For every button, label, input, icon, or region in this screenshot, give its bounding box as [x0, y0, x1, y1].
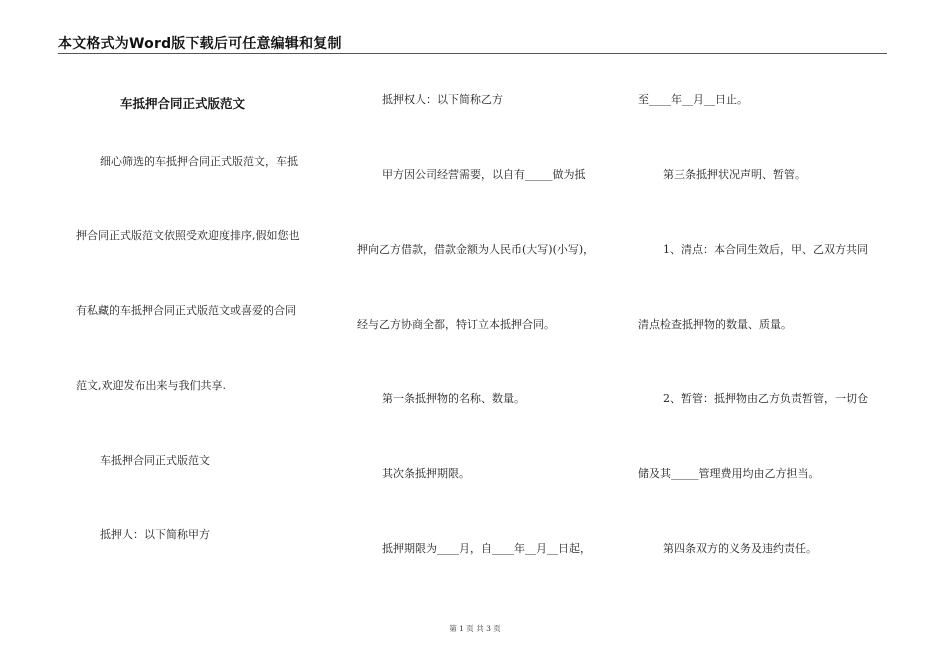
column-3-line: 第三条抵押状况声明、暂管。: [663, 168, 806, 181]
header-divider: [58, 53, 887, 54]
column-1-line: 抵押人：以下简称甲方: [100, 528, 210, 541]
column-2-line: 经与乙方协商全都，特订立本抵押合同。: [357, 318, 555, 331]
document-title: 车抵押合同正式版范文: [120, 96, 246, 111]
column-3-line: 2、暂管：抵押物由乙方负责暂管，一切仓: [663, 392, 868, 405]
column-1-line: 细心筛选的车抵押合同正式版范文，车抵: [100, 155, 298, 168]
column-3-line: 清点检查抵押物的数量、质量。: [638, 318, 792, 331]
column-1-line: 范文,欢迎发布出来与我们共享.: [76, 379, 226, 392]
column-2-line: 抵押权人：以下简称乙方: [382, 93, 503, 106]
column-3-line: 储及其_____管理费用均由乙方担当。: [638, 467, 820, 480]
column-3-line: 至____年__月__日止。: [638, 93, 748, 106]
page-number: 第 1 页 共 3 页: [449, 624, 501, 633]
column-2-line: 抵押期限为____月，自____年__月__日起，: [382, 542, 591, 555]
column-2-line: 第一条抵押物的名称、数量。: [382, 392, 525, 405]
column-3-line: 第四条双方的义务及违约责任。: [663, 542, 817, 555]
column-1-line: 有私藏的车抵押合同正式版范文或喜爱的合同: [76, 304, 296, 317]
column-2-line: 其次条抵押期限。: [382, 467, 470, 480]
column-1-line: 车抵押合同正式版范文: [100, 454, 210, 467]
column-1-line: 押合同正式版范文依照受欢迎度排序,假如您也: [76, 229, 300, 242]
column-2-line: 甲方因公司经营需要，以自有_____做为抵: [382, 168, 586, 181]
header-title: 本文格式为Word版下载后可任意编辑和复制: [58, 36, 342, 52]
column-2-line: 押向乙方借款，借款金额为人民币(大写)(小写)，: [357, 243, 595, 256]
column-3-line: 1、清点：本合同生效后，甲、乙双方共同: [663, 243, 868, 256]
